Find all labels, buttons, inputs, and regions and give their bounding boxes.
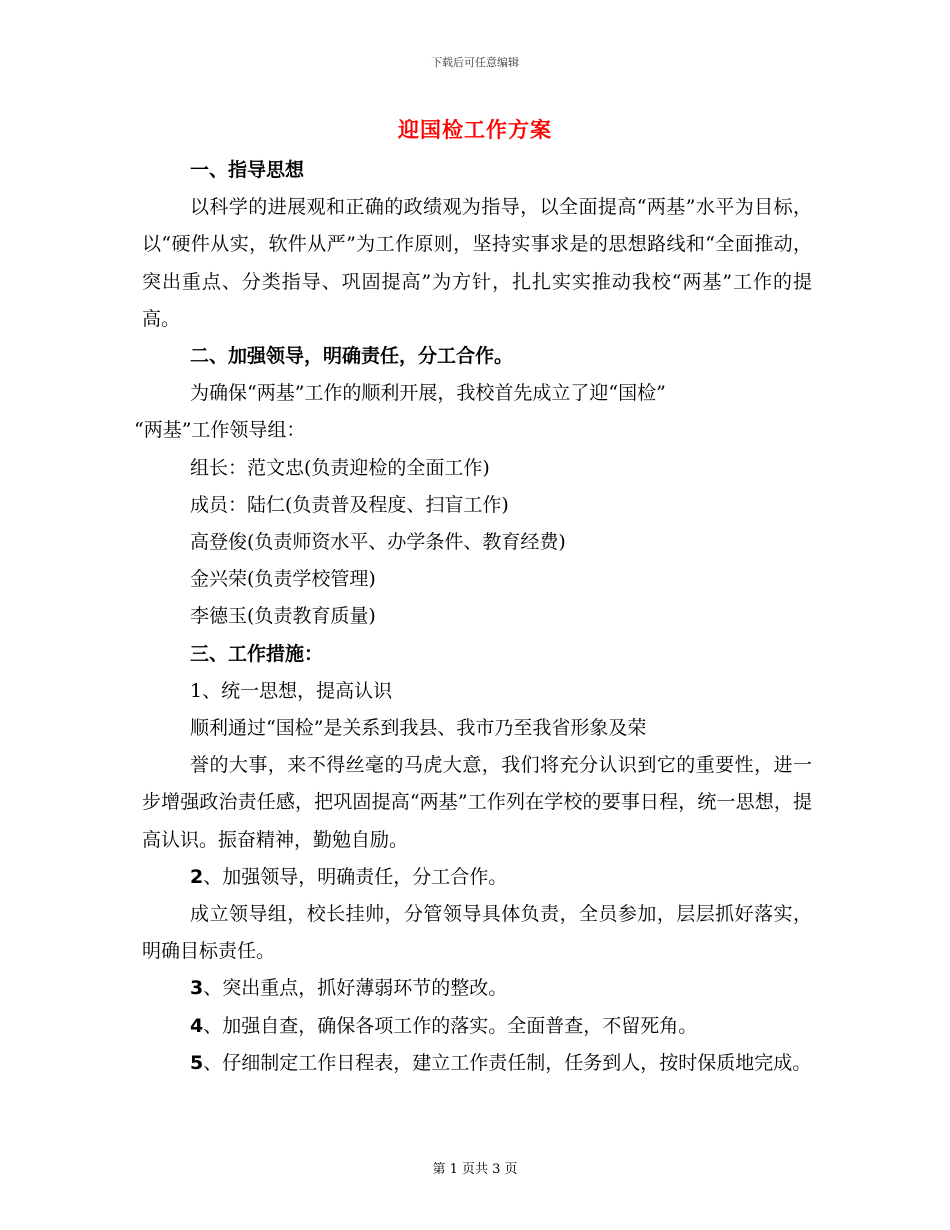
measure-2-number: 2 [190,865,204,888]
measure-4-text: 、加强自查，确保各项工作的落实。全面普查，不留死角。 [203,1014,698,1037]
member-leader: 组长：范文忠(负责迎检的全面工作) [190,456,490,479]
section-heading-1: 一、指导思想 [190,159,305,181]
member-lu-ren: 成员：陆仁(负责普及程度、扫盲工作) [190,493,509,516]
measure-5-text: 、仔细制定工作日程表，建立工作责任制，任务到人，按时保质地完成。 [203,1051,812,1074]
section-paragraph-1: 以科学的进展观和正确的政绩观为指导，以全面提高“两基”水平为目标，以“硬件从实，软件从严”为工作原则，坚持实事求是的思想路线和“全面推动，突出重点、分类指导、巩固提高”为方针，扎扎实实推动我校“两基”工作的提高。 [142,196,812,330]
header-note: 下载后可任意编辑 [431,56,519,69]
member-gao-dengjun: 高登俊(负责师资水平、办学条件、教育经费) [190,531,566,554]
measure-3-text: 、突出重点，抓好薄弱环节的整改。 [203,977,508,1000]
leadership-intro-line-1: 为确保“两基”工作的顺利开展，我校首先成立了迎“国检” [190,382,666,405]
section-heading-2: 二、加强领导，明确责任，分工合作。 [190,345,514,368]
measure-1-line-2: 誉的大事，来不得丝毫的马虎大意，我们将充分认识到它的重要性，进一步增强政治责任感，把巩固提高“两基”工作列在学校的要事日程，统一思想，提高认识。振奋精神，勤勉自励。 [142,754,812,851]
measure-3-number: 3 [190,977,204,1000]
measure-1-title: 1、统一思想，提高认识 [190,679,393,702]
measure-2-title-text: 、加强领导，明确责任，分工合作。 [203,865,508,888]
measure-3 [142,970,812,1007]
measure-2-body: 成立领导组，校长挂帅，分管领导具体负责，全员参加，层层抓好落实，明确目标责任。 [142,903,812,963]
measure-4 [142,1008,812,1045]
page-footer: 第 1 页共 3 页 [432,1162,518,1177]
measure-5-number: 5 [190,1051,204,1074]
measure-5 [142,1045,812,1082]
page-title: 迎国检工作方案 [398,118,552,142]
member-li-deyu: 李德玉(负责教育质量) [190,605,376,628]
measure-4-number: 4 [190,1014,204,1037]
leadership-intro-line-2: “两基”工作领导组： [134,419,306,442]
document-body [134,152,812,1082]
section-heading-3: 三、工作措施： [190,642,324,665]
measure-1-line-1: 顺利通过“国检”是关系到我县、我市乃至我省形象及荣 [190,717,647,740]
measure-2-title [142,859,812,896]
member-jin-xingrong: 金兴荣(负责学校管理) [190,568,376,591]
